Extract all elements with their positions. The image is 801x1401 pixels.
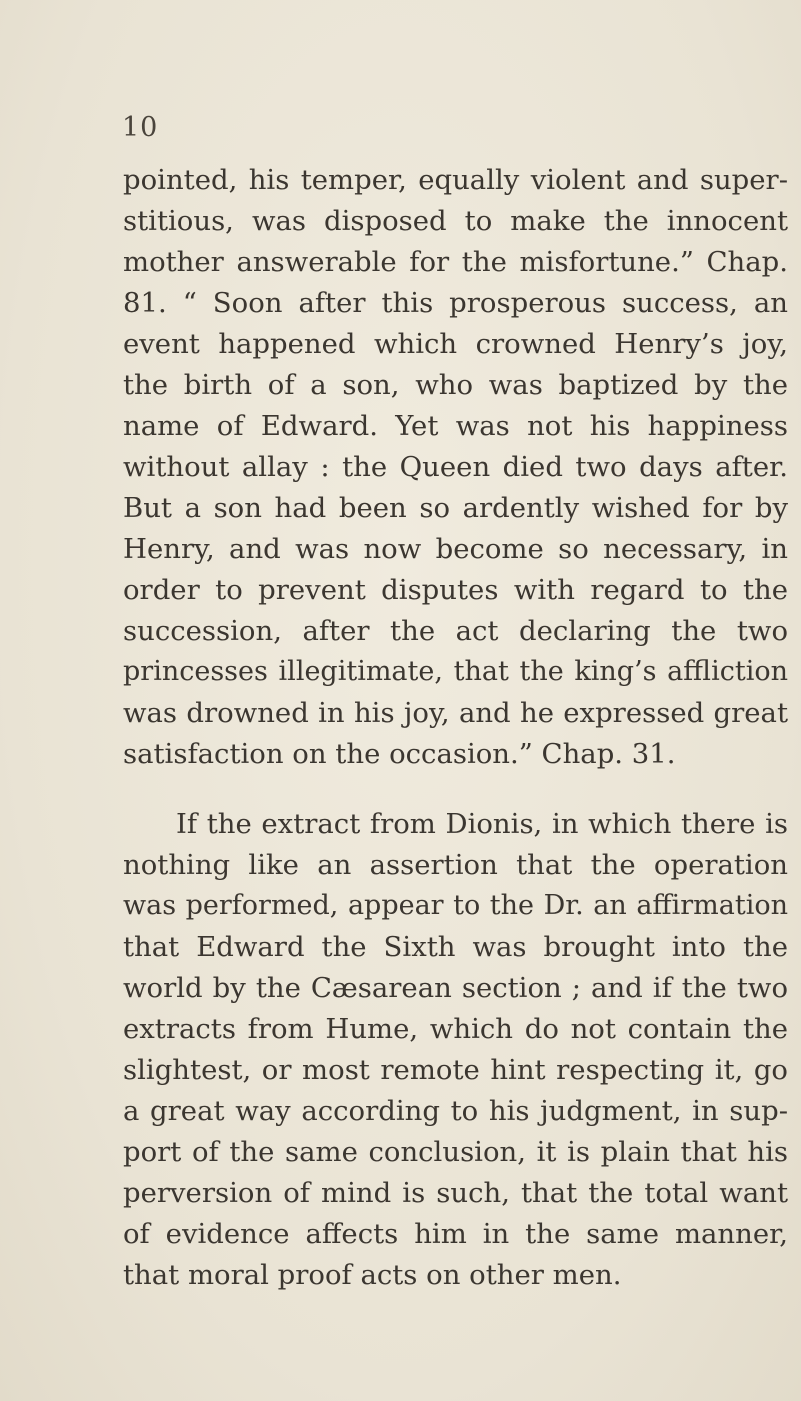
text-line: satisfaction on the occasion.” Chap. 31. <box>123 738 676 770</box>
text-line: a great way according to his judgment, in sup- <box>123 1095 788 1127</box>
text-line: But a son had been so ardently wished for by <box>123 492 788 524</box>
text-line: was drowned in his joy, and he expressed great <box>123 697 788 729</box>
text-line: slightest, or most remote hint respecting it, go <box>123 1054 788 1086</box>
text-line: event happened which crowned Henry’s joy, <box>123 328 788 360</box>
text-line: 81. “ Soon after this prosperous success, an <box>123 287 788 319</box>
text-line: order to prevent disputes with regard to the <box>123 574 788 606</box>
text-line: extracts from Hume, which do not contain the <box>123 1013 788 1045</box>
text-line: If the extract from Dionis, in which there is <box>176 808 788 840</box>
text-line: that Edward the Sixth was brought into the <box>123 931 788 963</box>
text-line: Henry, and was now become so necessary, in <box>123 533 788 565</box>
text-line: pointed, his temper, equally violent and super- <box>123 164 788 196</box>
text-line: world by the Cæsarean section ; and if the two <box>123 972 788 1004</box>
text-line: succession, after the act declaring the two <box>123 615 788 647</box>
text-line: stitious, was disposed to make the innocent <box>123 205 788 237</box>
page-number: 10 <box>122 112 159 143</box>
text-line: without allay : the Queen died two days after. <box>123 451 788 483</box>
text-line: name of Edward. Yet was not his happiness <box>123 410 788 442</box>
text-line: of evidence affects him in the same manner, <box>123 1218 788 1250</box>
text-line: the birth of a son, who was baptized by the <box>123 369 788 401</box>
text-line: mother answerable for the misfortune.” Chap. <box>123 246 788 278</box>
text-line: perversion of mind is such, that the total want <box>123 1177 788 1209</box>
text-line: that moral proof acts on other men. <box>123 1259 622 1291</box>
text-line: was performed, appear to the Dr. an affirmation <box>123 890 788 921</box>
text-line: princesses illegitimate, that the king’s affliction <box>123 656 788 687</box>
text-line: port of the same conclusion, it is plain that his <box>123 1136 788 1168</box>
text-line: nothing like an assertion that the operation <box>123 849 788 881</box>
